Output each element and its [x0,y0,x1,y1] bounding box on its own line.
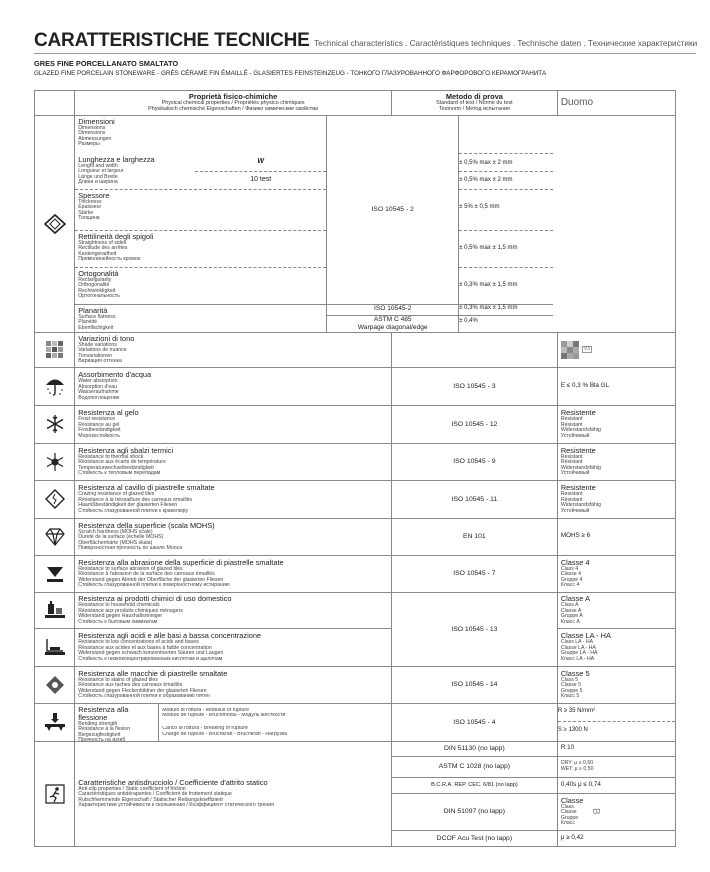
rectangularity-block: Ortogonalità Rectangularity Orthogonalité Rechtwinkligkeit Ортогональность [75,268,326,305]
acids-value: Classe LA - HA Class LA - HA Classe LA - HA Gruppe LA - HA Класс LA - HA [557,628,675,666]
row-acids: Resistenza agli acidi e alle basi a bassa concentrazione Resistance to low concentrations of acids and bases Résistance aux acides et aux bases à faible concentration Widerstand gegen schwach konzentrierten Säuren und Laugen Стойкость к низкоконцентрированным кислотам и щелочам Classe LA - HA Class LA - HA Classe LA - HA Gruppe LA - HA Класс LA - HA [35,628,676,666]
slip-method-3: B.C.R.A. REP. CEC. 6/81 (no lapp) [391,777,557,793]
header-divider [34,53,696,54]
stains-value: Classe 5 Class 5 Classe 5 Gruppe 5 Класс 5 [557,666,675,703]
household-value: Classe A Class A Classe A Gruppe A Класс A [557,592,675,628]
crazing-icon [35,480,75,518]
slip-icon [35,741,75,846]
flatness-method-2: ASTM C 485 Warpage diagonal/edge [357,316,428,331]
thermal-method: ISO 10545 - 9 [391,443,557,480]
tests-value: ± 0,5% max ± 2 mm [459,172,553,190]
thermal-value: Resistente Resistant Résistant Widerstandsfähig Устойчивый [557,443,675,480]
tests-label: 10 test [250,176,272,183]
frost-value: Resistente Resistant Résistant Widerstandsfähig Устойчивый [557,405,675,443]
straightness-value: ± 0,5% max ± 1,5 mm [459,231,553,268]
section-title: GRES FINE PORCELLANATO SMALTATO [34,59,179,68]
water-method: ISO 10545 - 3 [391,367,557,405]
umbrella-icon [35,367,75,405]
dim-block: Dimensioni Dimensions Dimensions Abmessungen Размеры [78,117,115,148]
flatness-method-1: ISO 10545-2 [327,305,458,316]
slip-value-5: μ ≥ 0,42 [557,830,675,846]
chemicals-method: ISO 10545 - 13 [391,592,557,666]
lw-block: Lunghezza e larghezza Lenght and width Longueur et largeur Länge und Breite Длина и ширина W 10 test [75,154,326,190]
abrasion-icon [35,555,75,592]
row-abrasion: Resistenza alla abrasione della superficie di piastrelle smaltate Resistance to surface abrasion of glazed tiles Résistance à l'abrasion de la surface des carreaux émaillés Widerstand gegen Abrieb der Oberfläche der glasierten Fliesen Стойкость глазурованной плитки к поверхностному истиранию ISO 10545 - 7 Classe 4 Class 4 Classe 4 Gruppe 4 Класс 4 [35,555,676,592]
page-title: CARATTERISTICHE TECNICHE [34,30,310,51]
row-water: Assorbimento d'acqua Water absorption Absorption d'eau Wasseraufnahme Водопоглощение ISO 10545 - 3 E ≤ 0,3 % Bla GL [35,367,676,405]
slip-method-5: DCOF Acu Test (no lapp) [391,830,557,846]
abrasion-value: Classe 4 Class 4 Classe 4 Gruppe 4 Класс 4 [557,555,675,592]
row-household: Resistenza ai prodotti chimici di uso domestico Resistance to household chemicals Résistance aux produits chimiques ménagers Widerstand gegen Haushaltsreiniger Стойкость к бытовым химикатам ISO 10545 - 13 Classe A Class A Classe A Gruppe A Класс A [35,592,676,628]
dimensions-icon [35,116,75,333]
bending-method: ISO 10545 - 4 [391,703,557,741]
crazing-value: Resistente Resistant Résistant Widerstandsfähig Устойчивый [557,480,675,518]
shade-badge: V3 [557,332,675,367]
thickness-block: Spessore Thickness Épaisseur Stärke Толщина [75,190,326,231]
slip-value-2: DRY: μ ≥ 0,60 WET: μ ≥ 0,50 [557,756,675,777]
slip-row-1 [35,741,676,756]
crazing-method: ISO 10545 - 11 [391,480,557,518]
household-chemicals-icon [35,592,75,628]
thickness-value: ± 5% ± 0,5 mm [459,190,553,231]
row-dimensions [35,116,676,333]
stains-method: ISO 10545 - 14 [391,666,557,703]
slip-value-3: 0,40s μ ≤ 0,74 [557,777,675,793]
snowflake-icon [35,405,75,443]
header-properties: Proprietà fisico-chimiche Physical chemical properties / Propriétés physico chimiques Physikalisch chemische Eigenschaften / Физико химические свойства [75,91,392,116]
row-bending: Resistenza alla flessione Bending strength Résistance à la flexion Biegezugfestigkeit Прочность на изгиб Modulo di rottura - Modulus of rupture Module de rupture - Bruchmodul - Модуль жесткости Carico di rottura - Breaking of rupture Charge de rupture - Bruchkraft - Bruchkraft - Нагрузка ISO 10545 - 4 R ≥ 35 N/mm² S ≥ 1300 N [35,703,676,741]
bending-icon [35,703,75,741]
section-subtitle: GLAZED FINE PORCELAIN STONEWARE - GRÈS CÉRAME FIN ÉMAILLÉ - GLASIERTES FEINSTEINZEUG - ТОНКОГО ГЛАЗУРОВАННОГО ФАРФОРОВОГО КЕРАМОГРАНИТА [34,70,547,77]
slip-method-4: DIN 51097 (no lapp) [391,793,557,830]
shade-icon [35,332,75,367]
page-subtitle: Technical characteristics . Caractéristiques techniques . Technische daten . Технические характеристики [314,39,698,48]
table-header [35,91,676,116]
page-header [34,30,710,52]
bending-value-2: S ≥ 1300 N [557,727,588,734]
row-crazing: Resistenza al cavillo di piastrelle smaltate Crazing resistance of glazed tiles Résistance à la tréssaillure des carreaux émaillés Haarrißbeständigkeit der glasierten Fliesen Стойкость глазурованной плитки к кракелюру ISO 10545 - 11 Resistente Resistant Résistant Widerstandsfähig Устойчивый [35,480,676,518]
bending-value-1: R ≥ 35 N/mm² [558,704,675,722]
spec-table [34,90,676,847]
w-label: W [195,154,326,172]
rectangularity-value: ± 0,3% max ± 1,5 mm [459,268,553,305]
slip-value-1: R 10 [557,741,675,756]
stain-icon [35,666,75,703]
flatness-value-1: ± 0,3% max ± 1,5 mm [459,305,553,316]
frost-method: ISO 10545 - 12 [391,405,557,443]
row-frost: Resistenza al gelo Frost resistance Résistance au gel Frostbeständigkeit Морозостойкость ISO 10545 - 12 Resistente Resistant Résistant Widerstandsfähig Устойчивый [35,405,676,443]
diamond-icon [35,518,75,555]
slip-value-4: Classe Class Classe Gruppe Класс B [557,793,675,830]
header-product: Duomo [557,91,675,116]
slip-method-2: ASTM C 1028 (no lapp) [391,756,557,777]
straightness-block: Rettilineità degli spigoli Straightness of sides Rectitude des arrêtes Kantengeradheit Прямолинейность кромок [75,231,326,268]
thermal-shock-icon [35,443,75,480]
flatness-block: Planarità Surface flatness Planéité Ebenflächigkeit [78,306,116,331]
water-value: E ≤ 0,3 % Bla GL [557,367,675,405]
dims-method: ISO 10545 - 2 [327,116,458,305]
row-hardness: Resistenza della superficie (scala MOHS) Scratch hardness (MOHS scale) Dureté de la surface (échelle MOHS) Oberflächenhärte (MOHS skala) Поверхностная прочность по шкале Мооса EN 101 MOHS ≥ 6 [35,518,676,555]
row-shade [35,332,676,367]
flatness-value-2: ± 0,4% [459,318,478,324]
w-value: ± 0,5% max ± 2 mm [459,154,553,172]
row-thermal: Resistenza agli sbalzi termici Resistance to thermal shock Résistance aux écarts de température Temperaturwechselbeständigkeit Стойкость к тепловым перепадам ISO 10545 - 9 Resistente Resistant Résistant Widerstandsfähig Устойчивый [35,443,676,480]
shade-text: Variazioni di tono Shade variations Variations de nuance Tonvariationen Вариация оттенка [75,332,392,367]
slip-text: Caratteristiche antisdrucciolo / Coefficiente d'attrito statico Anti-slip properties / Static coefficient of friction Caractéristiques antidérapantes / Coefficient de frottement statique Rutschhemmende Eigenschaft / Statischer Reibungskoeffizient Характеристики устойчивости к скольжению / Коэффициент статического трения [75,741,392,846]
slip-method-1: DIN 51130 (no lapp) [391,741,557,756]
header-method: Metodo di prova Standard of test / Norme du test Testnorm / Метод испытания [391,91,557,116]
row-stains: Resistenza alle macchie di piastrelle smaltate Resistance to stains of glazed tiles Résistance aux taches des carreaux émaillés Widerstand gegen Fleckenbildner der glasierten Fliesen Стойкость глазурованной плитки к образованию пятен ISO 10545 - 14 Classe 5 Class 5 Classe 5 Gruppe 5 Класс 5 [35,666,676,703]
abrasion-method: ISO 10545 - 7 [391,555,557,592]
acids-icon [35,628,75,666]
hardness-value: MOHS ≥ 6 [557,518,675,555]
hardness-method: EN 101 [391,518,557,555]
